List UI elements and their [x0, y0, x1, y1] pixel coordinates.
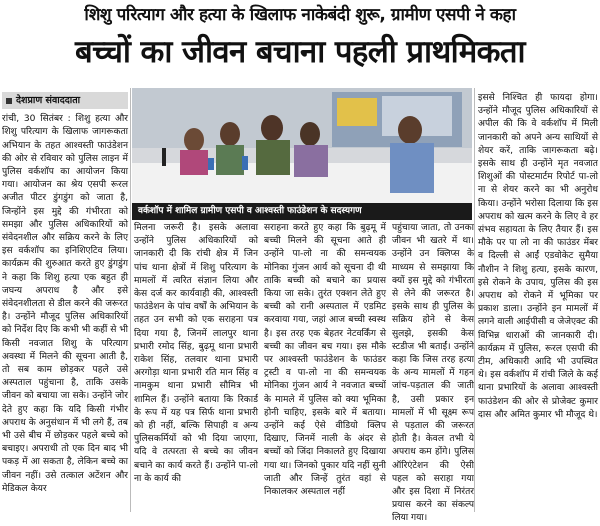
byline: देशप्राण संवाददाता [16, 95, 81, 106]
photo-illustration [132, 88, 472, 220]
article-column-1 [2, 92, 128, 512]
bullet-icon [6, 98, 12, 104]
column-divider [130, 88, 131, 512]
column-divider [474, 88, 475, 512]
article-column-3 [264, 222, 386, 512]
news-photo [132, 88, 472, 220]
subheadline: शिशु परित्याग और हत्या के खिलाफ नाकेबंदी शुरू, ग्रामीण एसपी ने कहा [84, 5, 516, 25]
article-column-2 [134, 222, 258, 512]
column-text: पहुंचाया जाता, तो उनका जीवन भी खतरे में था। उन्होंने उन क्लिप्स के माध्यम से समझाया कि क्यों इस मुद्दे को गंभीरता से लेने की जरूरत है। इसके साथ ही पुलिस के सक्रिय होने से केस सुलझे, इसकी केस स्टडीज भी बताईं। उन्होंने कहा कि जिस तरह हत्या के अन्य मामलों में गहन जांच-पड़ताल की जाती है, उसी प्रकार इन मामलों में भी सूक्ष्म रूप से पड़ताल की जरूरत होती है। केवल तभी ये अपराध कम होंगे। पुलिस ऑरिएंटेशन की ऐसी पहल को सराहा गया और इस दिशा में निरंतर प्रयास करने का संकल्प लिया गया। [392, 223, 474, 524]
column-text: सराहना करते हुए कहा कि बुढ़मू में बच्ची मिलने की सूचना आते ही उन्होंने पा-लो ना की समन्वयक मोनिका गुंजन आर्य को सूचना दी थी ताकि बच्ची को बचाने का प्रयास किया जा सके। तुरंत एक्शन लेते हुए बच्ची को रानी अस्पताल में एडमिट करवाया गया, जहां आज बच्ची स्वस्थ है। इस तरह एक बेहतर नेटवर्किंग से बच्ची का जीवन बच गया। इस मौके पर आश्वस्ती फाउंडेशन के फाउंडर ट्रस्टी व पा-लो ना की समन्वयक मोनिका गुंजन आर्य ने नवजात बच्चों के मामले में पुलिस को क्या भूमिका होनी चाहिए, इसके बारे में बताया। उन्होंने कई ऐसे वीडियो क्लिप दिखाए, जिनमें नाली के अंदर से बच्चों को जिंदा निकालते हुए दिखाया गया था। जिनको पुकार यदि नहीं सुनी जाती और जिन्हें तुरंत वहां से निकालकर अस्पताल नहीं [264, 223, 386, 498]
article-column-4 [392, 222, 474, 524]
column-text: रांची, 30 सितंबर : शिशु हत्या और शिशु परित्याग के खिलाफ जागरूकता अभियान के तहत आश्वस्ती फाउंडेशन की ओर से रविवार को पुलिस लाइन में पुलिस वर्कशॉप का आयोजन किया गया। आयोजन का श्रेय एसपी रूरल अजीत पीटर डुंगडुंग को जाता है, जिन्होंने इस मुद्दे की गंभीरता को समझा और पुलिस अधिकारियों को संवेदनशील और सक्रिय करने के लिए इस वर्कशॉप का इनिशिएटिव लिया। कार्यक्रम की शुरुआत करते हुए डुंगडुंग ने कहा कि शिशु हत्या एक बहुत ही जघन्य अपराध है और इसे संवेदनशीलता से डील करने की जरूरत है। उन्होंने मौजूद पुलिस अधिकारियों को निर्देश दिए कि कभी भी कहीं से भी किसी नवजात शिशु के परित्याग अवस्था में मिलने की सूचना आती है, तो सब काम छोड़कर पहले उसे अस्पताल पहुंचाना है, ताकि उसके जीवन को बचाया जा सके। उन्होंने जोर देते हुए कहा कि यदि किसी गंभीर अपराध के अनुसंधान में भी लगे हैं, तब भी उसे बीच में छोड़कर पहले बच्चे को बचाइए। अपराधी तो एक दिन बाद भी पकड़ में आ सकता है, लेकिन बच्चे का जीवन नहीं। उसे तत्काल अटेंशन और मेडिकल केयर [2, 114, 128, 494]
column-text: इससे निश्चित ही फायदा होगा। उन्होंने मौजूद पुलिस अधिकारियों से अपील की कि वे वर्कशॉप में मिली जानकारी को अपने अन्य साथियों से शेयर करें, ताकि जागरूकता बढ़े। इसके साथ ही उन्होंने मृत नवजात शिशुओं की पोस्टमार्टम रिपोर्ट पा-लो ना से शेयर करने का भी अनुरोध किया। उन्होंने भरोसा दिलाया कि इस अपराध को खत्म करने के लिए वे हर संभव सहायता के लिए तैयार हैं। इस मौके पर पा लो ना की फाउंडर मेंबर व दिल्ली से आईं एडवोकेट सुमैया नौशीन ने शिशु हत्या, इसके कारण, इसे रोकने के उपाय, पुलिस की इस अपराध को रोकने में भूमिका पर प्रकाश डाला। उन्होंने इन मामलों में लगने वाली आईपीसी व जेजेएक्ट की विभिन्न धाराओं की जानकारी दी। कार्यक्रम में पुलिस, रूरल एसपी की टीम, अधिकारी आदि भी उपस्थित थे। इस वर्कशॉप में रांची जिले के कई थाना प्रभारियों के अलावा आश्वस्ती फाउंडेशन की ओर से प्रोजेक्ट कुमार दास और अमित कुमार भी मौजूद थे। [478, 93, 598, 420]
column-text: मिलना जरूरी है। इसके अलावा उन्होंने पुलिस अधिकारियों को जानकारी दी कि रांची क्षेत्र में जिन पांच थाना क्षेत्रों में शिशु परित्याग के मामलों में त्वरित संज्ञान लिया और केस दर्ज कर कार्यवाही की, आश्वस्ती फाउंडेशन के पांच वर्षों के अभियान के तहत उन सभी को एक सराहना पत्र दिया गया है, जिनमें लालपुर थाना प्रभारी रमोद सिंह, बुढ़मू थाना प्रभारी राकेश सिंह, तलवार थाना प्रभारी अरगोड़ा थाना प्रभारी रति मान सिंह व नामकुम थाना प्रभारी सौमित्र भी शामिल हैं। उन्होंने बताया कि रिकार्ड के रूप में यह पत्र सिर्फ थाना प्रभारी को ही नहीं, बल्कि सिपाही व अन्य पुलिसकर्मियों को भी दिया जाएगा, यदि वे तत्परता से बच्चे का जीवन बचाने का कार्य करते हैं। उन्होंने पा-लो ना के कार्य की [134, 223, 258, 484]
byline-bar [2, 92, 128, 109]
photo-caption: वर्कशॉप में शामिल ग्रामीण एसपी व आश्वस्ती फाउंडेशन के सदस्यगण [132, 203, 472, 220]
headline: बच्चों का जीवन बचाना पहली प्राथमिकता [75, 34, 525, 70]
article-column-5 [478, 92, 598, 512]
